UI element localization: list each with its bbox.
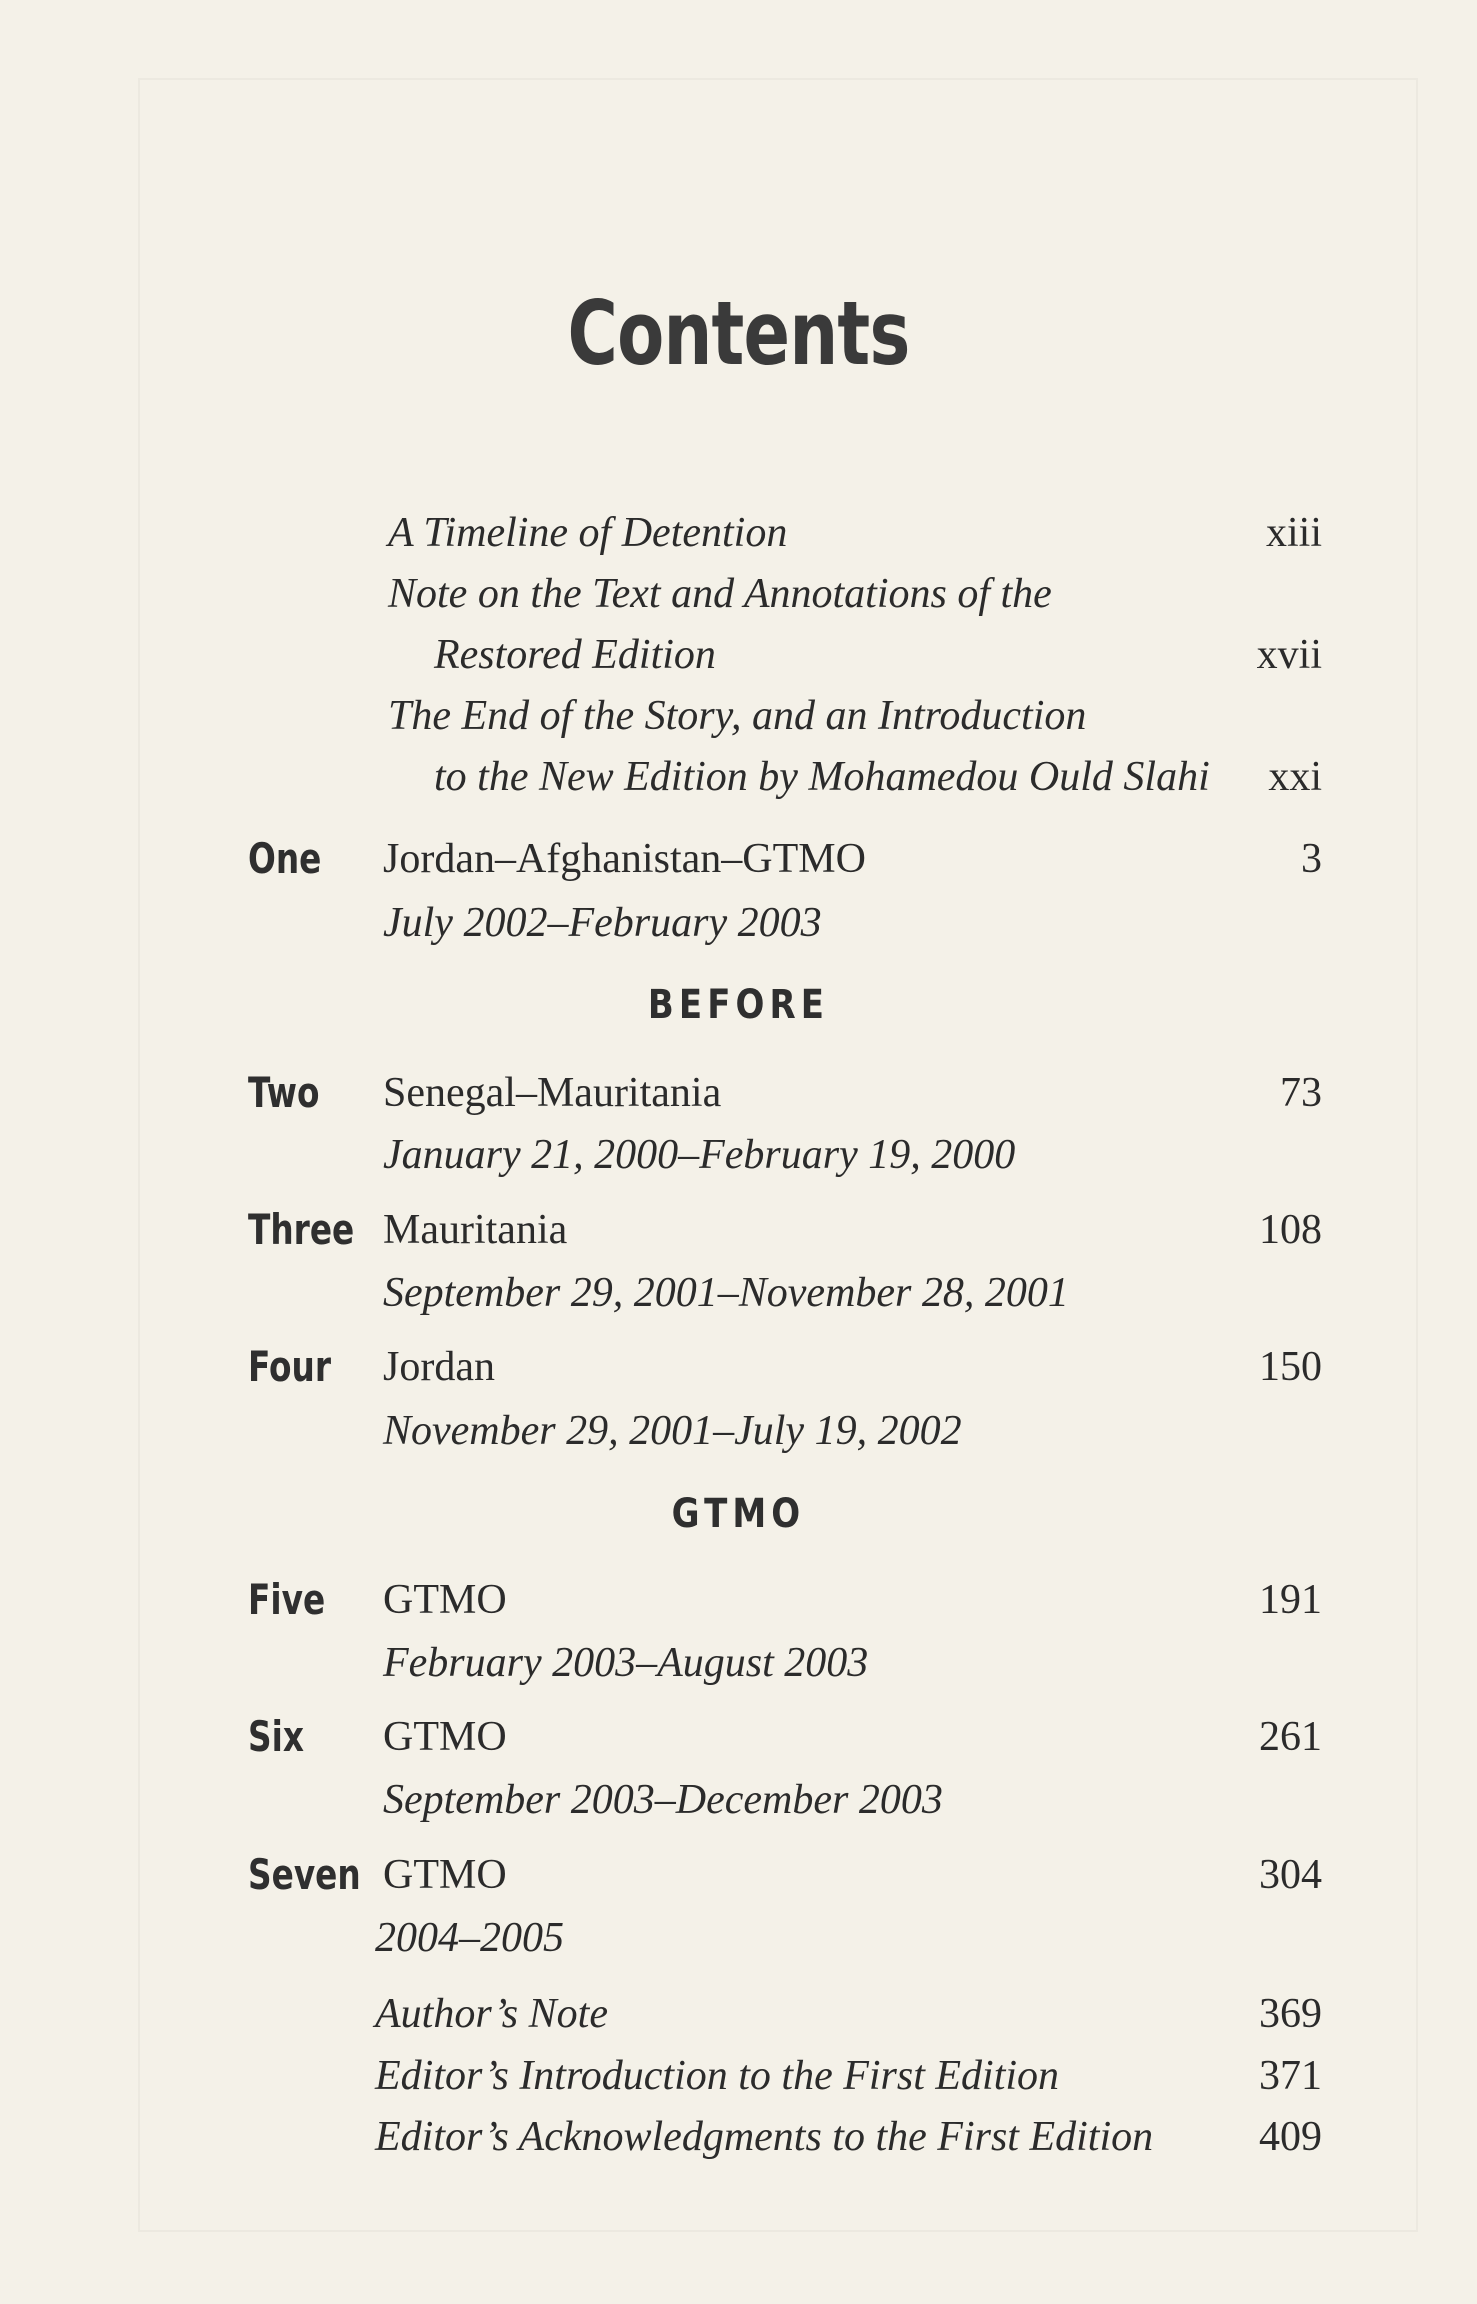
chapter-page-one: 3: [1301, 836, 1322, 882]
chapter-label-five: Five: [248, 1575, 326, 1624]
chapter-dates-four: November 29, 2001–July 19, 2002: [383, 1408, 962, 1454]
chapter-title-six[interactable]: GTMO: [383, 1714, 507, 1760]
toc-entry-editors-ack[interactable]: Editor’s Acknowledgments to the First Edition: [375, 2114, 1154, 2160]
toc-entry-note[interactable]: Note on the Text and Annotations of the: [388, 571, 1052, 617]
chapter-dates-two: January 21, 2000–February 19, 2000: [383, 1132, 1016, 1178]
chapter-title-two[interactable]: Senegal–Mauritania: [383, 1070, 722, 1116]
section-heading-before: BEFORE: [647, 982, 830, 1028]
page-title: Contents: [567, 282, 910, 385]
chapter-page-seven: 304: [1259, 1852, 1322, 1898]
chapter-title-three[interactable]: Mauritania: [383, 1207, 568, 1253]
chapter-label-three: Three: [248, 1205, 355, 1254]
chapter-title-one[interactable]: Jordan–Afghanistan–GTMO: [383, 836, 866, 882]
chapter-page-five: 191: [1259, 1577, 1322, 1623]
toc-page-authors-note: 369: [1259, 1991, 1322, 2037]
toc-entry-end-of-story-cont[interactable]: to the New Edition by Mohamedou Ould Slahi: [434, 754, 1210, 800]
chapter-label-two: Two: [248, 1068, 320, 1117]
toc-entry-editors-intro[interactable]: Editor’s Introduction to the First Edition: [375, 2053, 1060, 2099]
chapter-page-two: 73: [1280, 1070, 1322, 1116]
toc-page-timeline: xiii: [1265, 510, 1322, 556]
toc-page-editors-intro: 371: [1259, 2053, 1322, 2099]
chapter-page-three: 108: [1259, 1207, 1322, 1253]
chapter-page-six: 261: [1259, 1714, 1322, 1760]
chapter-dates-one: July 2002–February 2003: [383, 900, 822, 946]
toc-entry-authors-note[interactable]: Author’s Note: [375, 1991, 608, 2037]
chapter-label-four: Four: [248, 1342, 332, 1391]
chapter-page-four: 150: [1259, 1344, 1322, 1390]
toc-page-end-of-story: xxi: [1268, 754, 1322, 800]
chapter-title-seven[interactable]: GTMO: [383, 1852, 507, 1898]
chapter-label-one: One: [248, 834, 322, 883]
chapter-dates-six: September 2003–December 2003: [383, 1777, 943, 1823]
toc-entry-timeline[interactable]: A Timeline of Detention: [388, 510, 788, 556]
toc-page-note: xvii: [1256, 632, 1322, 678]
toc-entry-end-of-story[interactable]: The End of the Story, and an Introduction: [388, 693, 1087, 739]
chapter-dates-five: February 2003–August 2003: [383, 1640, 869, 1686]
chapter-title-five[interactable]: GTMO: [383, 1577, 507, 1623]
chapter-dates-seven: 2004–2005: [375, 1915, 564, 1961]
chapter-label-six: Six: [248, 1712, 304, 1761]
chapter-dates-three: September 29, 2001–November 28, 2001: [383, 1270, 1069, 1316]
chapter-title-four[interactable]: Jordan: [383, 1344, 495, 1390]
chapter-label-seven: Seven: [248, 1850, 361, 1899]
section-heading-gtmo: GTMO: [671, 1491, 806, 1537]
toc-entry-note-cont[interactable]: Restored Edition: [434, 632, 716, 678]
toc-page-editors-ack: 409: [1259, 2114, 1322, 2160]
